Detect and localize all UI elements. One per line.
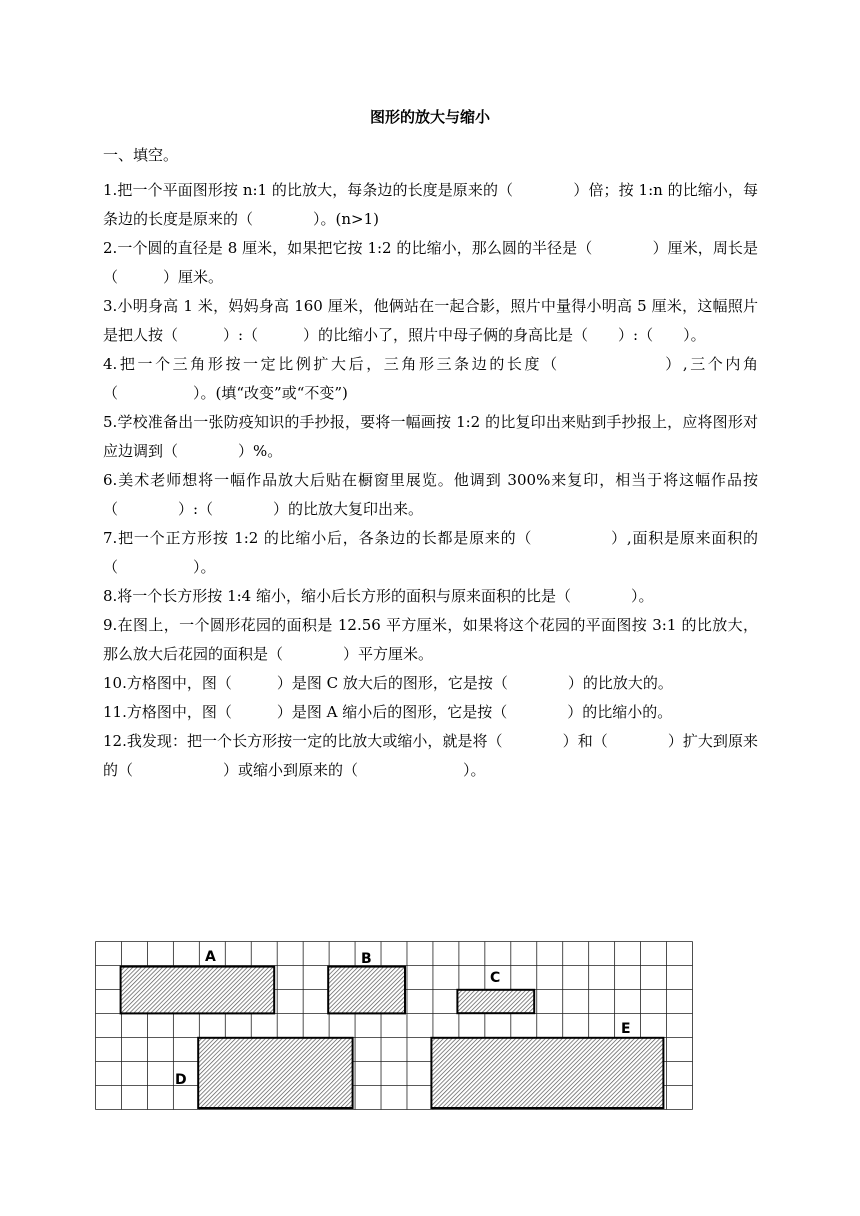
grid-svg: [95, 941, 695, 1113]
shape-c: [457, 990, 534, 1013]
question-3: 3.小明身高 1 米，妈妈身高 160 厘米，他俩站在一起合影，照片中量得小明高 5 厘米，这幅照片是把人按（ ）:（ ）的比缩小了，照片中母子俩的身高比是（ ）:（ ）。: [103, 297, 758, 344]
shape-e: [431, 1038, 663, 1108]
grid-figure: [95, 941, 695, 1117]
label-b: B: [361, 951, 372, 967]
label-c: C: [490, 970, 501, 986]
label-e: E: [621, 1021, 631, 1037]
question-11: 11.方格图中，图（ ）是图 A 缩小后的图形，它是按（ ）的比缩小的。: [103, 703, 673, 721]
question-10: 10.方格图中，图（ ）是图 C 放大后的图形，它是按（ ）的比放大的。: [103, 674, 673, 692]
question-8: 8.将一个长方形按 1:4 缩小，缩小后长方形的面积与原来面积的比是（ ）。: [103, 587, 654, 605]
shape-d: [198, 1038, 352, 1108]
question-2: 2.一个圆的直径是 8 厘米，如果把它按 1:2 的比缩小，那么圆的半径是（ ）厘米，周长是（ ）厘米。: [103, 239, 758, 286]
label-d: D: [175, 1072, 187, 1088]
page-title: 图形的放大与缩小: [369, 108, 490, 126]
question-6: 6.美术老师想将一幅作品放大后贴在橱窗里展览。他调到 300%来复印，相当于将这幅作品按（ ）:（ ）的比放大复印出来。: [103, 471, 758, 518]
shape-b: [328, 967, 405, 1014]
question-7: 7.把一个正方形按 1:2 的比缩小后，各条边的长都是原来的（ ）,面积是原来面积的（ ）。: [103, 529, 758, 576]
question-12: 12.我发现：把一个长方形按一定的比放大或缩小，就是将（ ）和（ ）扩大到原来的（ ）或缩小到原来的（ ）。: [103, 732, 758, 779]
question-list: [103, 176, 758, 785]
question-4: 4.把一个三角形按一定比例扩大后，三角形三条边的长度（ ）,三个内角（ ）。(填“改变”或“不变”): [103, 355, 758, 402]
question-1: 1.把一个平面图形按 n:1 的比放大，每条边的长度是原来的（ ）倍；按 1:n 的比缩小，每条边的长度是原来的（ ）。(n>1): [103, 181, 758, 228]
section-heading: 一、填空。: [103, 146, 179, 164]
shape-a: [121, 967, 275, 1014]
label-a: A: [205, 949, 216, 965]
question-5: 5.学校准备出一张防疫知识的手抄报，要将一幅画按 1:2 的比复印出来贴到手抄报上，应将图形对应边调到（ ）%。: [103, 413, 758, 460]
question-9: 9.在图上，一个圆形花园的面积是 12.56 平方厘米，如果将这个花园的平面图按 3:1 的比放大，那么放大后花园的面积是（ ）平方厘米。: [103, 616, 758, 663]
